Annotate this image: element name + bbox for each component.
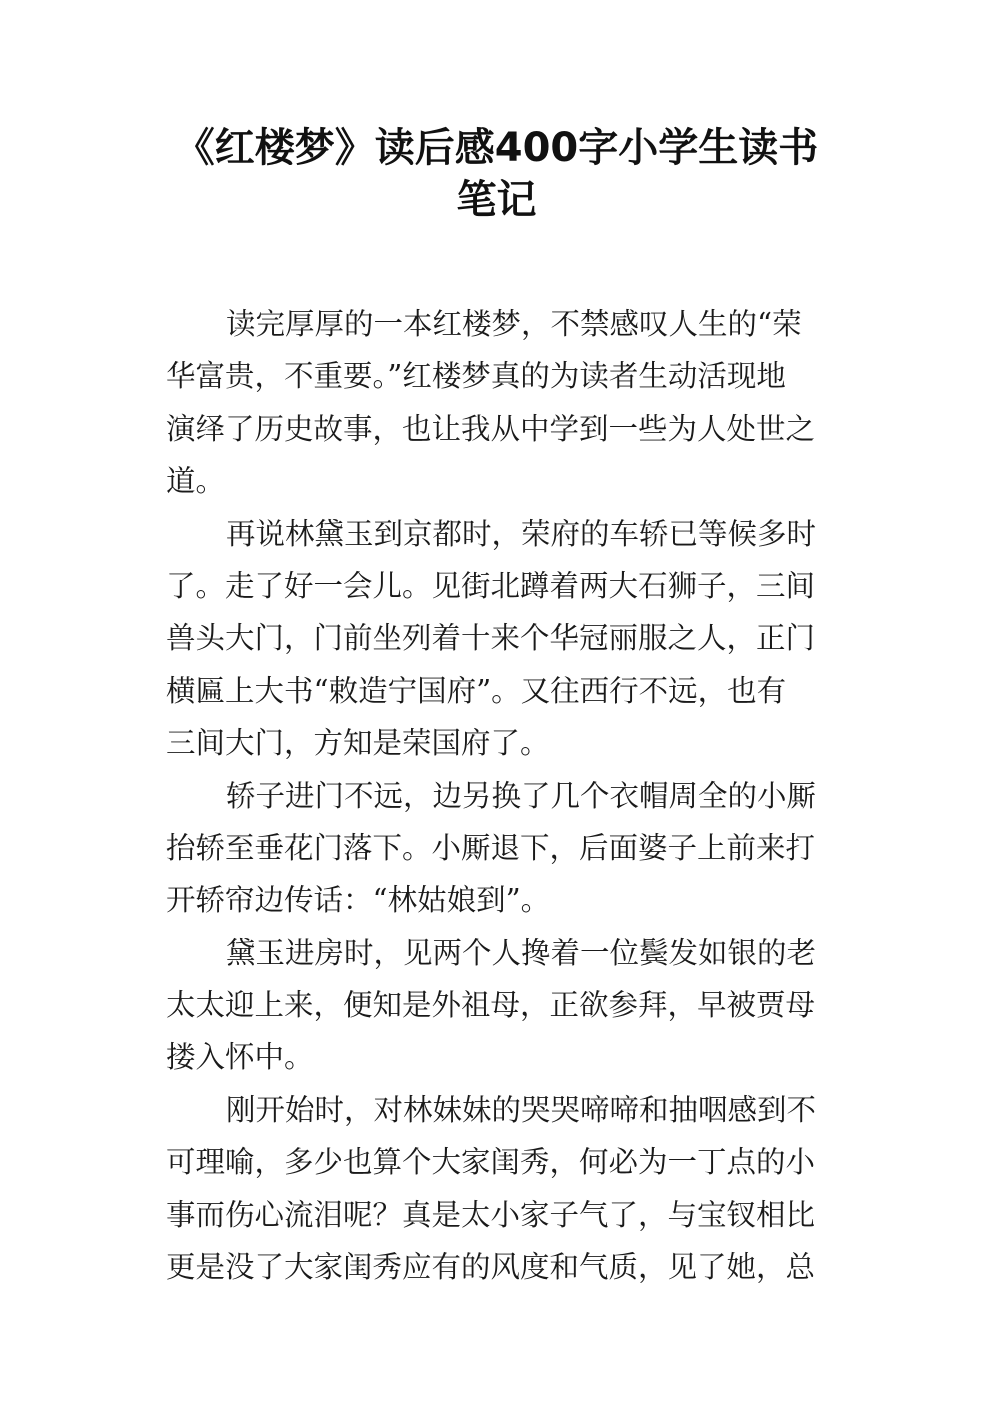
paragraph-4 bbox=[166, 927, 836, 1084]
text-line: 读完厚厚的一本红楼梦，不禁感叹人生的“荣 bbox=[226, 307, 802, 341]
text-line: 黛玉进房时，见两个人搀着一位鬓发如银的老 bbox=[226, 935, 817, 970]
document-title-line-2: 笔记 bbox=[456, 177, 537, 223]
paragraph-3 bbox=[166, 770, 836, 927]
text-line: 演绎了历史故事，也让我从中学到一些为人处世之 bbox=[166, 411, 816, 446]
document-body bbox=[166, 298, 836, 1293]
paragraph-5 bbox=[166, 1084, 836, 1294]
text-line: 更是没了大家闺秀应有的风度和气质，见了她，总 bbox=[166, 1250, 816, 1285]
text-line: 轿子进门不远，边另换了几个衣帽周全的小厮 bbox=[226, 778, 817, 813]
paragraph-1 bbox=[166, 298, 836, 508]
text-line: 刚开始时，对林妹妹的哭哭啼啼和抽咽感到不 bbox=[226, 1092, 817, 1127]
paragraph-2 bbox=[166, 508, 836, 770]
text-line: 可理喻，多少也算个大家闺秀，何必为一丁点的小 bbox=[166, 1145, 816, 1180]
text-line: 三间大门，方知是荣国府了。 bbox=[166, 726, 550, 761]
text-line: 搂入怀中。 bbox=[166, 1040, 314, 1075]
text-line: 再说林黛玉到京都时，荣府的车轿已等候多时 bbox=[226, 516, 817, 551]
text-line: 抬轿至垂花门落下。小厮退下，后面婆子上前来打 bbox=[166, 830, 816, 865]
text-line: 兽头大门，门前坐列着十来个华冠丽服之人，正门 bbox=[166, 621, 816, 656]
text-line: 横匾上大书“敕造宁国府”。又往西行不远，也有 bbox=[166, 673, 787, 708]
text-line: 了。走了好一会儿。见街北蹲着两大石狮子，三间 bbox=[166, 568, 816, 603]
text-line: 太太迎上来，便知是外祖母，正欲参拜，早被贾母 bbox=[166, 988, 816, 1023]
text-line: 华富贵，不重要。”红楼梦真的为读者生动活现地 bbox=[166, 359, 786, 394]
text-line: 事而伤心流泪呢？真是太小家子气了，与宝钗相比 bbox=[166, 1197, 816, 1232]
text-line: 道。 bbox=[166, 464, 226, 499]
document-title-line-1: 《红楼梦》读后感400字小学生读书 bbox=[174, 125, 819, 171]
text-line: 开轿帘边传话：“林姑娘到”。 bbox=[166, 883, 551, 918]
